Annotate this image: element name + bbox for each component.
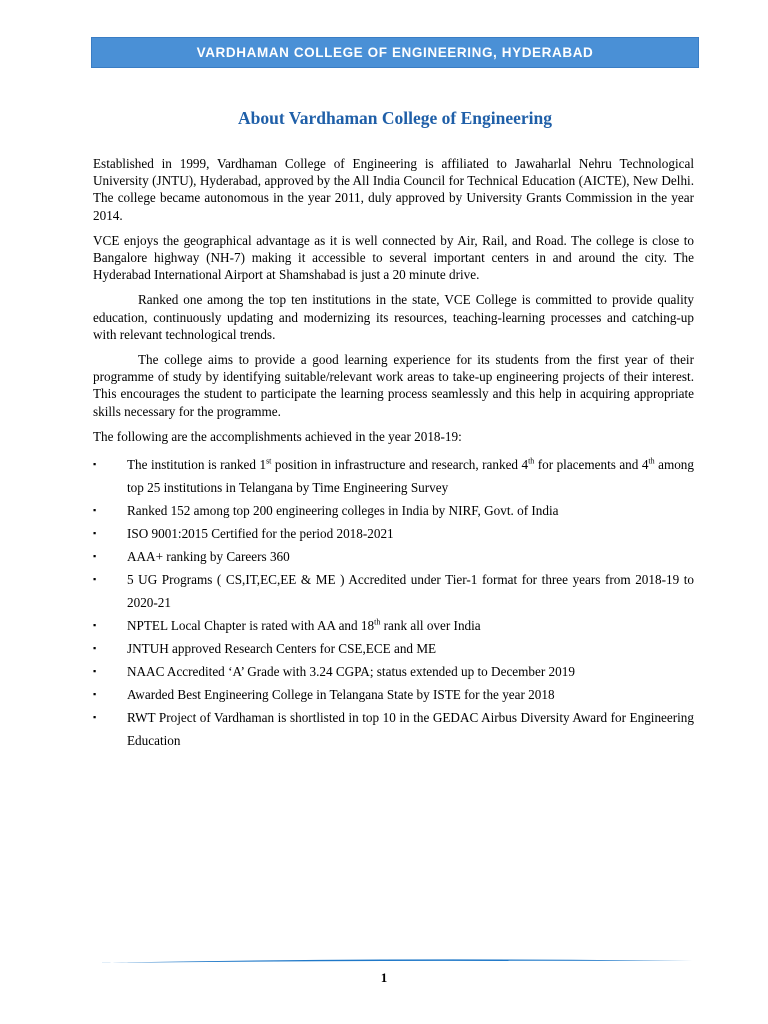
list-item: ▪ RWT Project of Vardhaman is shortlisted in top 10 in the GEDAC Airbus Diversity Award for Engineering Education bbox=[93, 706, 694, 752]
bullet-icon: ▪ bbox=[93, 666, 97, 677]
bullet-icon: ▪ bbox=[93, 712, 97, 723]
list-item: ▪ Awarded Best Engineering College in Telangana State by ISTE for the year 2018 bbox=[93, 683, 694, 706]
bullet-icon: ▪ bbox=[93, 574, 97, 585]
accomplishments-list bbox=[93, 453, 694, 752]
bullet-icon: ▪ bbox=[93, 459, 97, 470]
accomplishments-intro: The following are the accomplishments achieved in the year 2018-19: bbox=[93, 428, 462, 444]
paragraph-location: VCE enjoys the geographical advantage as it is well connected by Air, Rail, and Road. The college is close to Bangalore highway (NH-7) making it accessible to several important centers in and around the city. The Hyderabad International Airport at Shamshabad is just a 20 minute drive. bbox=[93, 232, 694, 283]
page-title: About Vardhaman College of Engineering bbox=[237, 108, 553, 128]
list-item: ▪ AAA+ ranking by Careers 360 bbox=[93, 545, 694, 568]
bullet-icon: ▪ bbox=[93, 689, 97, 700]
list-item: ▪ NPTEL Local Chapter is rated with AA and 18th rank all over India bbox=[93, 614, 694, 637]
header-banner-text: VARDHAMAN COLLEGE OF ENGINEERING, HYDERABAD bbox=[196, 45, 594, 60]
header-banner bbox=[91, 37, 699, 68]
list-item: ▪ The institution is ranked 1st position in infrastructure and research, ranked 4th for placements and 4th among top 25 institutions in Telangana by Time Engineering Survey bbox=[93, 453, 694, 499]
bullet-icon: ▪ bbox=[93, 505, 97, 516]
paragraph-aims: The college aims to provide a good learning experience for its students from the first year of their programme of study by identifying suitable/relevant work areas to take-up engineering projects of their interest. This encourages the student to participate the learning process seamlessly and this help in acquiring appropriate skills necessary for the programme. bbox=[93, 352, 694, 419]
bullet-icon: ▪ bbox=[93, 620, 97, 631]
list-item: ▪ Ranked 152 among top 200 engineering colleges in India by NIRF, Govt. of India bbox=[93, 499, 694, 522]
page-number: 1 bbox=[380, 970, 388, 985]
bullet-icon: ▪ bbox=[93, 643, 97, 654]
list-item: ▪ 5 UG Programs ( CS,IT,EC,EE & ME ) Accredited under Tier-1 format for three years from 2018-19 to 2020-21 bbox=[93, 568, 694, 614]
footer-divider bbox=[93, 958, 693, 964]
paragraph-establishment: Established in 1999, Vardhaman College of Engineering is affiliated to Jawaharlal Nehru Technological University (JNTU), Hyderabad, approved by the All India Council for Technical Education (AICTE), New Delhi. The college became autonomous in the year 2011, duly approved by University Grants Commission in the year 2014. bbox=[93, 156, 694, 223]
bullet-icon: ▪ bbox=[93, 528, 97, 539]
list-item: ▪ JNTUH approved Research Centers for CSE,ECE and ME bbox=[93, 637, 694, 660]
bullet-icon: ▪ bbox=[93, 551, 97, 562]
list-item: ▪ NAAC Accredited ‘A’ Grade with 3.24 CGPA; status extended up to December 2019 bbox=[93, 660, 694, 683]
paragraph-ranking: Ranked one among the top ten institutions in the state, VCE College is committed to provide quality education, continuously updating and modernizing its resources, teaching-learning processes and catching-up with relevant technological trends. bbox=[93, 292, 694, 342]
list-item: ▪ ISO 9001:2015 Certified for the period 2018-2021 bbox=[93, 522, 694, 545]
footer-divider-swoosh bbox=[93, 959, 693, 963]
document-body bbox=[93, 155, 694, 752]
